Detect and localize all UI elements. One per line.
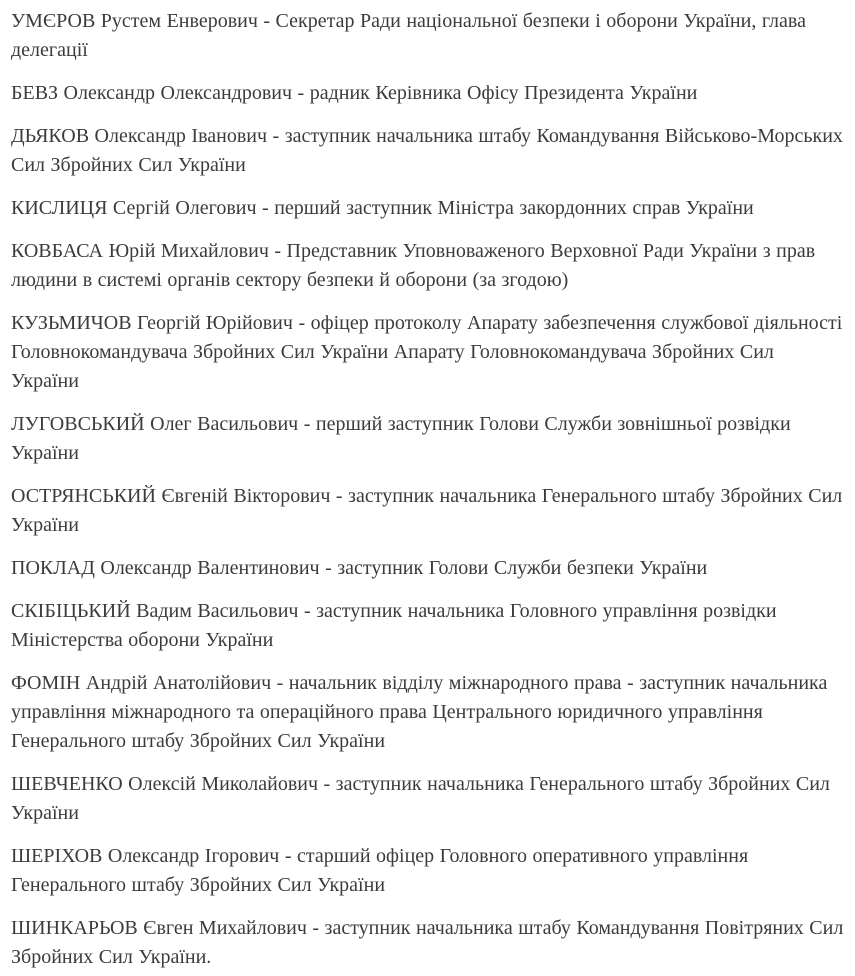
delegation-member-entry: КУЗЬМИЧОВ Георгій Юрійович - офіцер протоколу Апарату забезпечення службової діяльності Головнокомандувача Збройних Сил України Апарату Головнокомандувача Збройних Сил України <box>11 312 843 392</box>
delegation-member-entry: КОВБАСА Юрій Михайлович - Представник Уповноваженого Верховної Ради України з прав людини в системі органів сектору безпеки й оборони (за згодою) <box>11 240 816 291</box>
delegation-member-entry: ШЕРІХОВ Олександр Ігорович - старший офіцер Головного оперативного управління Генерального штабу Збройних Сил України <box>11 845 749 896</box>
delegation-member-entry: ЛУГОВСЬКИЙ Олег Васильович - перший заступник Голови Служби зовнішньої розвідки України <box>11 413 791 464</box>
delegation-member-entry: ПОКЛАД Олександр Валентинович - заступник Голови Служби безпеки України <box>11 557 708 579</box>
delegation-member-entry: ШИНКАРЬОВ Євген Михайлович - заступник начальника штабу Командування Повітряних Сил Збройних Сил України. <box>11 917 844 968</box>
delegation-member-entry: СКІБІЦЬКИЙ Вадим Васильович - заступник начальника Головного управління розвідки Міністерства оборони України <box>11 600 777 651</box>
delegation-member-entry: КИСЛИЦЯ Сергій Олегович - перший заступник Міністра закордонних справ України <box>11 197 754 219</box>
delegation-member-entry: ФОМІН Андрій Анатолійович - начальник відділу міжнародного права - заступник начальника управління міжнародного та операційного права Центрального юридичного управління Генерального штабу Збройних Сил України <box>11 672 828 752</box>
delegation-member-entry: БЕВЗ Олександр Олександрович - радник Керівника Офісу Президента України <box>11 82 698 104</box>
delegation-member-entry: ДЬЯКОВ Олександр Іванович - заступник начальника штабу Командування Військово-Морських Сил Збройних Сил України <box>11 125 843 176</box>
delegation-member-entry: ОСТРЯНСЬКИЙ Євгеній Вікторович - заступник начальника Генерального штабу Збройних Сил України <box>11 485 843 536</box>
delegation-member-entry: ШЕВЧЕНКО Олексій Миколайович - заступник начальника Генерального штабу Збройних Сил України <box>11 773 830 824</box>
delegation-member-entry: УМЄРОВ Рустем Енверович - Секретар Ради національної безпеки і оборони України, глава делегації <box>11 10 806 61</box>
